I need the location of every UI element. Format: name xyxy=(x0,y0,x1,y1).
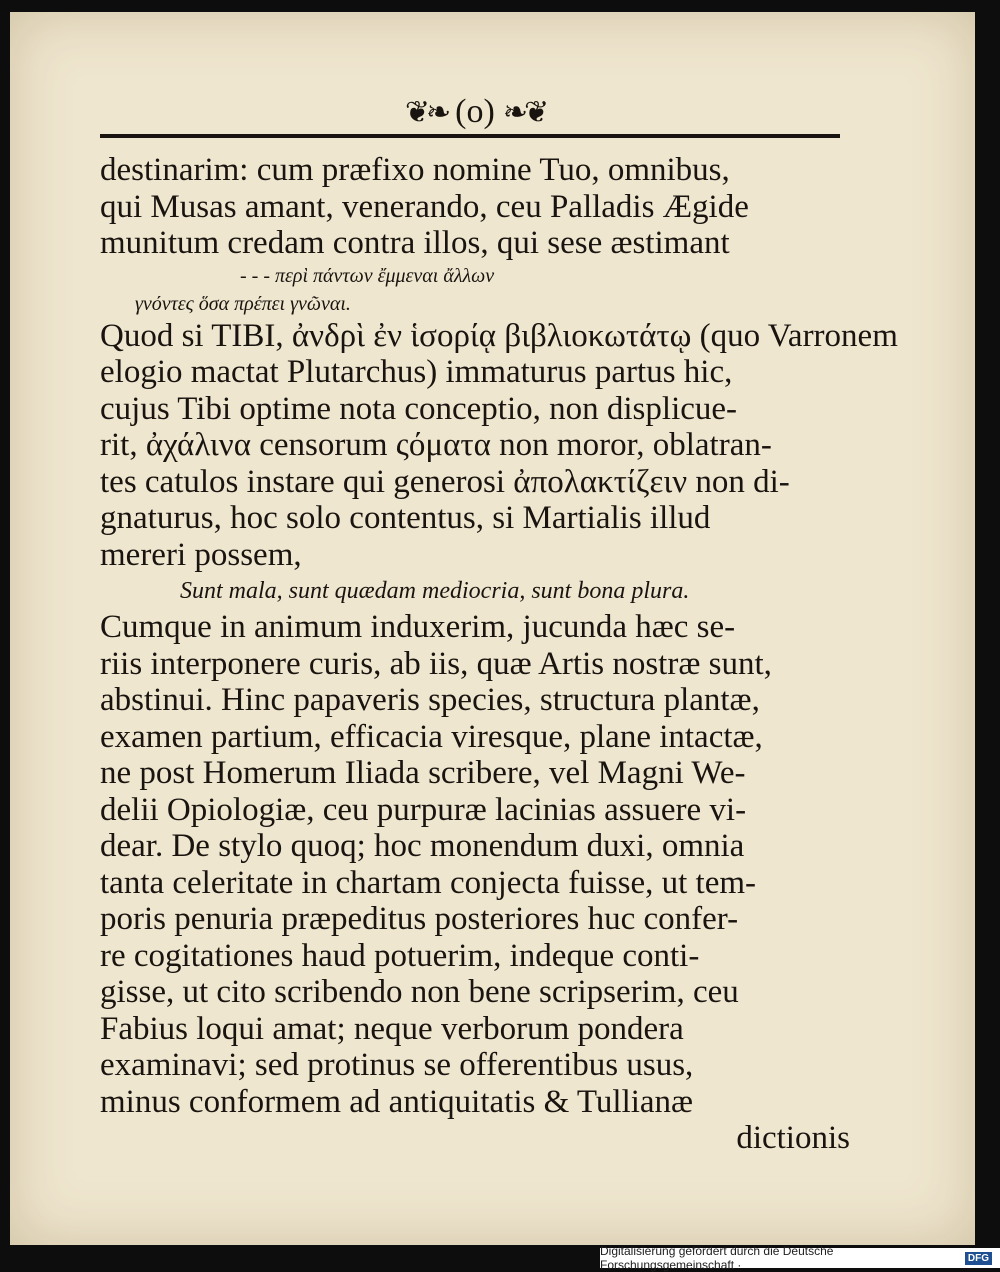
text-line: Quod si TIBI, ἀνδρὶ ἐν ἱσορίᾳ βιβλιοκωτάτῳ (quo Varronem xyxy=(100,317,898,354)
page-header xyxy=(375,92,575,132)
text-line: examen partium, efficacia viresque, plane intactæ, xyxy=(100,718,763,755)
text-line: tes catulos instare qui generosi ἀπολακτίζειν non di- xyxy=(100,463,790,500)
text-line: dear. De stylo quoq; hoc monendum duxi, omnia xyxy=(100,828,745,864)
text-line: rit, ἀχάλινα censorum ςόματα non moror, oblatran- xyxy=(100,427,772,463)
verse-quote-line: Sunt mala, sunt quædam mediocria, sunt bona plura. xyxy=(180,578,690,604)
digitization-footer xyxy=(600,1244,1000,1272)
text-line: elogio mactat Plutarchus) immaturus partus hic, xyxy=(100,354,733,390)
text-line: riis interponere curis, ab iis, quæ Artis nostræ sunt, xyxy=(100,645,772,682)
body-text xyxy=(100,152,898,1157)
ornament-right-icon: ❧❦ xyxy=(502,95,546,129)
header-rule xyxy=(100,134,840,138)
catchword: dictionis xyxy=(736,1120,850,1156)
greek-quote-line: - - - περὶ πάντων ἔμμεναι ἄλλων xyxy=(240,264,495,287)
text-line: qui Musas amant, venerando, ceu Palladis Ægide xyxy=(100,188,749,225)
footer-text: Digitalisierung gefördert durch die Deutsche Forschungsgemeinschaft · xyxy=(600,1244,834,1272)
text-line: cujus Tibi optime nota conceptio, non displicue- xyxy=(100,390,738,427)
text-line: gnaturus, hoc solo contentus, si Martialis illud xyxy=(100,500,711,536)
ornament-left-icon: ❦❧ xyxy=(404,95,448,129)
text-line: Cumque in animum induxerim, jucunda hæc se- xyxy=(100,609,736,645)
greek-quote-line: γνόντες ὅσα πρέπει γνῶναι. xyxy=(135,292,351,315)
text-line: re cogitationes haud potuerim, indeque conti- xyxy=(100,937,700,974)
text-line: mereri possem, xyxy=(100,536,302,573)
text-line: ne post Homerum Iliada scribere, vel Magni We- xyxy=(100,755,746,791)
text-line: poris penuria præpeditus posteriores huc confer- xyxy=(100,901,739,937)
text-line: gisse, ut cito scribendo non bene scripserim, ceu xyxy=(100,974,739,1010)
text-line: destinarim: cum præfixo nomine Tuo, omnibus, xyxy=(100,152,730,188)
text-line: delii Opiologiæ, ceu purpuræ lacinias assuere vi- xyxy=(100,791,747,828)
dfg-logo-icon: DFG xyxy=(965,1252,992,1265)
text-line: Fabius loqui amat; neque verborum pondera xyxy=(100,1010,684,1047)
page-number: (o) xyxy=(455,93,495,130)
text-line: minus conformem ad antiquitatis & Tullianæ xyxy=(100,1083,694,1120)
text-line: tanta celeritate in chartam conjecta fuisse, ut tem- xyxy=(100,864,757,901)
text-line: munitum credam contra illos, qui sese æstimant xyxy=(100,225,730,261)
text-line: examinavi; sed protinus se offerentibus usus, xyxy=(100,1047,694,1083)
text-line: abstinui. Hinc papaveris species, structura plantæ, xyxy=(100,682,760,718)
